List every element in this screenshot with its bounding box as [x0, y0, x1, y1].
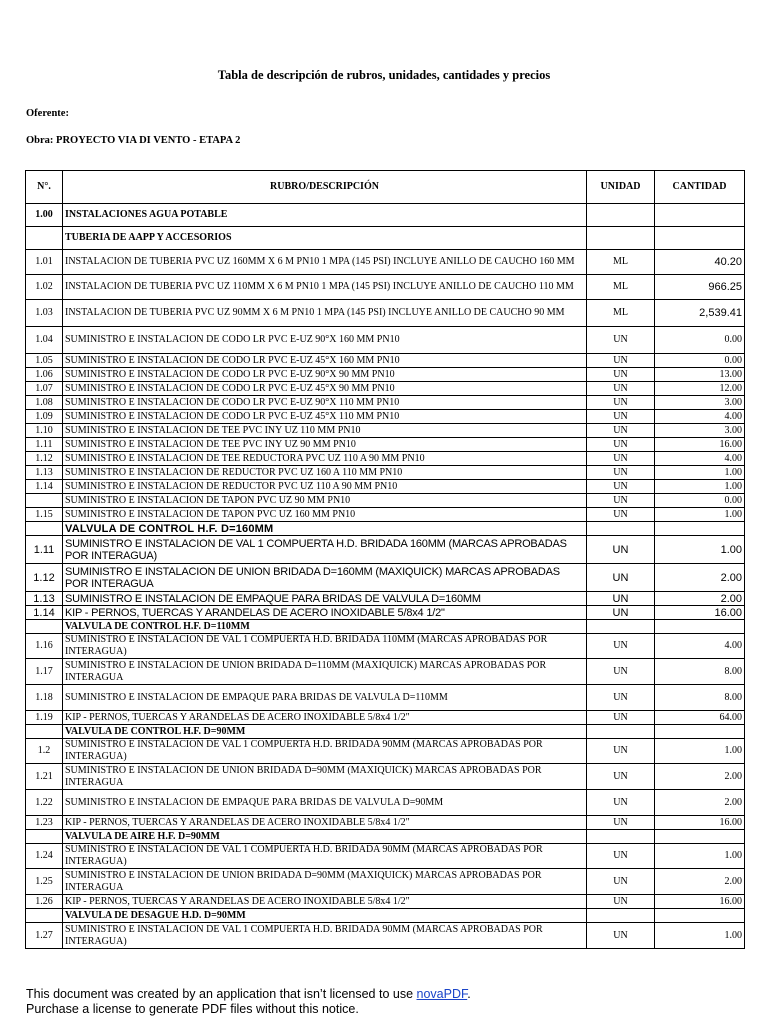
cell-unit: UN: [587, 606, 655, 620]
cell-description: SUMINISTRO E INSTALACION DE EMPAQUE PARA BRIDAS DE VALVULA D=110MM: [63, 685, 587, 711]
cell-quantity: 0.00: [655, 494, 745, 508]
table-row: [26, 725, 745, 739]
cell-number: 1.11: [26, 536, 63, 564]
table-row: [26, 227, 745, 250]
header-unit: UNIDAD: [587, 171, 655, 204]
cell-unit: UN: [587, 923, 655, 949]
table-row: [26, 438, 745, 452]
cell-number: 1.04: [26, 327, 63, 354]
cell-quantity: 1.00: [655, 739, 745, 764]
table-row: [26, 354, 745, 368]
cell-unit: UN: [587, 480, 655, 494]
cell-quantity: 4.00: [655, 410, 745, 424]
cell-number: [26, 227, 63, 250]
cell-unit: [587, 204, 655, 227]
cell-unit: ML: [587, 300, 655, 327]
cell-quantity: 1.00: [655, 466, 745, 480]
cell-quantity: 2,539.41: [655, 300, 745, 327]
table-row: [26, 895, 745, 909]
novapdf-link[interactable]: novaPDF: [416, 987, 468, 1001]
cell-quantity: 4.00: [655, 634, 745, 659]
cell-description: VALVULA DE CONTROL H.F. D=90MM: [63, 725, 587, 739]
cell-description: SUMINISTRO E INSTALACION DE TEE PVC INY UZ 110 MM PN10: [63, 424, 587, 438]
cell-quantity: 3.00: [655, 424, 745, 438]
cell-number: 1.01: [26, 250, 63, 275]
table-row: [26, 452, 745, 466]
cell-description: KIP - PERNOS, TUERCAS Y ARANDELAS DE ACERO INOXIDABLE 5/8x4 1/2": [63, 711, 587, 725]
table-row: [26, 275, 745, 300]
cell-number: 1.13: [26, 592, 63, 606]
cell-description: SUMINISTRO E INSTALACION DE TAPON PVC UZ 90 MM PN10: [63, 494, 587, 508]
cell-quantity: 1.00: [655, 923, 745, 949]
cell-number: [26, 494, 63, 508]
table-row: [26, 606, 745, 620]
notice-prefix: This document was created by an application that isn’t licensed to use: [26, 987, 417, 1001]
table-row: [26, 592, 745, 606]
notice-line-1: [26, 987, 471, 1002]
rubros-table: [25, 170, 745, 949]
cell-description: SUMINISTRO E INSTALACION DE CODO LR PVC E-UZ 90°X 160 MM PN10: [63, 327, 587, 354]
cell-unit: UN: [587, 816, 655, 830]
cell-description: TUBERIA DE AAPP Y ACCESORIOS: [63, 227, 587, 250]
cell-number: 1.11: [26, 438, 63, 452]
cell-quantity: 8.00: [655, 685, 745, 711]
cell-unit: UN: [587, 844, 655, 869]
oferente-label: Oferente:: [26, 108, 69, 119]
cell-quantity: 12.00: [655, 382, 745, 396]
cell-unit: UN: [587, 711, 655, 725]
cell-quantity: 16.00: [655, 895, 745, 909]
cell-unit: UN: [587, 659, 655, 685]
table-row: [26, 923, 745, 949]
header-quantity: CANTIDAD: [655, 171, 745, 204]
cell-unit: UN: [587, 410, 655, 424]
table-body: [26, 204, 745, 949]
cell-quantity: 2.00: [655, 564, 745, 592]
table-row: [26, 634, 745, 659]
cell-description: SUMINISTRO E INSTALACION DE VAL 1 COMPUERTA H.D. BRIDADA 110MM (MARCAS APROBADAS POR INTERAGUA): [63, 634, 587, 659]
cell-number: 1.10: [26, 424, 63, 438]
cell-number: 1.25: [26, 869, 63, 895]
obra-label: Obra: PROYECTO VIA DI VENTO - ETAPA 2: [26, 135, 241, 146]
table-row: [26, 620, 745, 634]
cell-number: 1.15: [26, 508, 63, 522]
cell-unit: UN: [587, 790, 655, 816]
cell-description: SUMINISTRO E INSTALACION DE CODO LR PVC E-UZ 45°X 90 MM PN10: [63, 382, 587, 396]
cell-number: [26, 830, 63, 844]
cell-number: 1.07: [26, 382, 63, 396]
cell-quantity: [655, 522, 745, 536]
cell-number: 1.12: [26, 452, 63, 466]
cell-number: 1.14: [26, 480, 63, 494]
cell-quantity: 1.00: [655, 844, 745, 869]
cell-description: SUMINISTRO E INSTALACION DE EMPAQUE PARA BRIDAS DE VALVULA D=90MM: [63, 790, 587, 816]
table-row: [26, 494, 745, 508]
cell-number: 1.05: [26, 354, 63, 368]
table-row: [26, 250, 745, 275]
cell-number: 1.26: [26, 895, 63, 909]
cell-quantity: 2.00: [655, 764, 745, 790]
cell-unit: [587, 909, 655, 923]
cell-unit: ML: [587, 250, 655, 275]
cell-number: 1.14: [26, 606, 63, 620]
cell-unit: UN: [587, 869, 655, 895]
table-row: [26, 830, 745, 844]
table-row: [26, 816, 745, 830]
table-row: [26, 424, 745, 438]
cell-quantity: [655, 620, 745, 634]
table-row: [26, 368, 745, 382]
cell-description: SUMINISTRO E INSTALACION DE VAL 1 COMPUERTA H.D. BRIDADA 90MM (MARCAS APROBADAS POR INTERAGUA): [63, 923, 587, 949]
cell-unit: UN: [587, 739, 655, 764]
cell-quantity: 1.00: [655, 508, 745, 522]
table-row: [26, 522, 745, 536]
cell-number: 1.19: [26, 711, 63, 725]
license-notice: [26, 987, 471, 1017]
table-row: [26, 869, 745, 895]
table-row: [26, 300, 745, 327]
cell-description: SUMINISTRO E INSTALACION DE CODO LR PVC E-UZ 90°X 110 MM PN10: [63, 396, 587, 410]
table-row: [26, 327, 745, 354]
cell-description: KIP - PERNOS, TUERCAS Y ARANDELAS DE ACERO INOXIDABLE 5/8x4 1/2": [63, 816, 587, 830]
cell-unit: UN: [587, 466, 655, 480]
cell-description: SUMINISTRO E INSTALACION DE CODO LR PVC E-UZ 45°X 110 MM PN10: [63, 410, 587, 424]
cell-description: KIP - PERNOS, TUERCAS Y ARANDELAS DE ACERO INOXIDABLE 5/8x4 1/2": [63, 606, 587, 620]
cell-unit: UN: [587, 685, 655, 711]
cell-quantity: 3.00: [655, 396, 745, 410]
cell-description: SUMINISTRO E INSTALACION DE REDUCTOR PVC UZ 110 A 90 MM PN10: [63, 480, 587, 494]
table-row: [26, 536, 745, 564]
cell-description: VALVULA DE AIRE H.F. D=90MM: [63, 830, 587, 844]
cell-description: SUMINISTRO E INSTALACION DE CODO LR PVC E-UZ 90°X 90 MM PN10: [63, 368, 587, 382]
cell-quantity: [655, 227, 745, 250]
table-row: [26, 659, 745, 685]
cell-unit: UN: [587, 895, 655, 909]
cell-number: 1.13: [26, 466, 63, 480]
cell-description: VALVULA DE CONTROL H.F. D=110MM: [63, 620, 587, 634]
cell-number: 1.06: [26, 368, 63, 382]
cell-number: 1.2: [26, 739, 63, 764]
cell-number: 1.18: [26, 685, 63, 711]
cell-unit: UN: [587, 564, 655, 592]
cell-description: SUMINISTRO E INSTALACION DE REDUCTOR PVC UZ 160 A 110 MM PN10: [63, 466, 587, 480]
cell-number: 1.23: [26, 816, 63, 830]
cell-number: 1.21: [26, 764, 63, 790]
cell-number: 1.16: [26, 634, 63, 659]
cell-unit: [587, 830, 655, 844]
cell-quantity: 8.00: [655, 659, 745, 685]
cell-unit: UN: [587, 327, 655, 354]
cell-number: 1.27: [26, 923, 63, 949]
cell-quantity: 0.00: [655, 327, 745, 354]
cell-quantity: 13.00: [655, 368, 745, 382]
cell-number: 1.08: [26, 396, 63, 410]
table-row: [26, 204, 745, 227]
cell-quantity: [655, 725, 745, 739]
cell-description: SUMINISTRO E INSTALACION DE VAL 1 COMPUERTA H.D. BRIDADA 160MM (MARCAS APROBADAS POR INTERAGUA): [63, 536, 587, 564]
cell-description: SUMINISTRO E INSTALACION DE UNION BRIDADA D=90MM (MAXIQUICK) MARCAS APROBADAS POR INTERAGUA: [63, 869, 587, 895]
cell-quantity: 966.25: [655, 275, 745, 300]
table-row: [26, 480, 745, 494]
cell-description: VALVULA DE CONTROL H.F. D=160MM: [63, 522, 587, 536]
cell-unit: UN: [587, 354, 655, 368]
header-number: N°.: [26, 171, 63, 204]
cell-unit: [587, 620, 655, 634]
cell-description: INSTALACION DE TUBERIA PVC UZ 160MM X 6 M PN10 1 MPA (145 PSI) INCLUYE ANILLO DE CAUCHO 160 MM: [63, 250, 587, 275]
cell-number: 1.03: [26, 300, 63, 327]
cell-description: SUMINISTRO E INSTALACION DE UNION BRIDADA D=110MM (MAXIQUICK) MARCAS APROBADAS POR INTERAGUA: [63, 659, 587, 685]
cell-description: SUMINISTRO E INSTALACION DE VAL 1 COMPUERTA H.D. BRIDADA 90MM (MARCAS APROBADAS POR INTERAGUA): [63, 739, 587, 764]
cell-quantity: 2.00: [655, 869, 745, 895]
cell-unit: UN: [587, 508, 655, 522]
cell-description: INSTALACIONES AGUA POTABLE: [63, 204, 587, 227]
cell-unit: UN: [587, 634, 655, 659]
cell-unit: UN: [587, 592, 655, 606]
table-row: [26, 711, 745, 725]
table-row: [26, 739, 745, 764]
cell-description: SUMINISTRO E INSTALACION DE UNION BRIDADA D=160MM (MAXIQUICK) MARCAS APROBADAS POR INTERAGUA: [63, 564, 587, 592]
cell-unit: UN: [587, 536, 655, 564]
cell-number: 1.17: [26, 659, 63, 685]
cell-quantity: 40.20: [655, 250, 745, 275]
table-row: [26, 685, 745, 711]
table-row: [26, 396, 745, 410]
cell-quantity: [655, 830, 745, 844]
notice-line-2: Purchase a license to generate PDF files without this notice.: [26, 1002, 359, 1016]
cell-description: KIP - PERNOS, TUERCAS Y ARANDELAS DE ACERO INOXIDABLE 5/8x4 1/2": [63, 895, 587, 909]
header-description: RUBRO/DESCRIPCIÓN: [63, 171, 587, 204]
table-row: [26, 382, 745, 396]
cell-number: 1.02: [26, 275, 63, 300]
cell-quantity: 2.00: [655, 790, 745, 816]
cell-unit: [587, 227, 655, 250]
cell-quantity: 0.00: [655, 354, 745, 368]
cell-unit: [587, 522, 655, 536]
cell-description: SUMINISTRO E INSTALACION DE TEE PVC INY UZ 90 MM PN10: [63, 438, 587, 452]
cell-unit: UN: [587, 438, 655, 452]
cell-quantity: 64.00: [655, 711, 745, 725]
cell-number: [26, 725, 63, 739]
cell-description: INSTALACION DE TUBERIA PVC UZ 90MM X 6 M PN10 1 MPA (145 PSI) INCLUYE ANILLO DE CAUCHO 90 MM: [63, 300, 587, 327]
cell-unit: UN: [587, 368, 655, 382]
cell-quantity: 16.00: [655, 606, 745, 620]
cell-quantity: [655, 204, 745, 227]
cell-unit: ML: [587, 275, 655, 300]
cell-number: 1.09: [26, 410, 63, 424]
cell-number: [26, 522, 63, 536]
cell-description: SUMINISTRO E INSTALACION DE TEE REDUCTORA PVC UZ 110 A 90 MM PN10: [63, 452, 587, 466]
cell-number: 1.12: [26, 564, 63, 592]
table-row: [26, 466, 745, 480]
cell-description: INSTALACION DE TUBERIA PVC UZ 110MM X 6 M PN10 1 MPA (145 PSI) INCLUYE ANILLO DE CAUCHO 110 MM: [63, 275, 587, 300]
cell-unit: UN: [587, 764, 655, 790]
table-row: [26, 764, 745, 790]
cell-quantity: 2.00: [655, 592, 745, 606]
cell-quantity: 16.00: [655, 438, 745, 452]
cell-unit: UN: [587, 396, 655, 410]
table-row: [26, 410, 745, 424]
cell-quantity: 1.00: [655, 480, 745, 494]
table-row: [26, 508, 745, 522]
cell-description: SUMINISTRO E INSTALACION DE CODO LR PVC E-UZ 45°X 160 MM PN10: [63, 354, 587, 368]
cell-number: 1.00: [26, 204, 63, 227]
cell-number: [26, 620, 63, 634]
cell-unit: [587, 725, 655, 739]
cell-description: VALVULA DE DESAGUE H.D. D=90MM: [63, 909, 587, 923]
cell-description: SUMINISTRO E INSTALACION DE VAL 1 COMPUERTA H.D. BRIDADA 90MM (MARCAS APROBADAS POR INTERAGUA): [63, 844, 587, 869]
cell-number: [26, 909, 63, 923]
table-row: [26, 790, 745, 816]
document-title: Tabla de descripción de rubros, unidades, cantidades y precios: [217, 68, 551, 82]
cell-unit: UN: [587, 494, 655, 508]
cell-quantity: 4.00: [655, 452, 745, 466]
cell-quantity: 16.00: [655, 816, 745, 830]
cell-unit: UN: [587, 452, 655, 466]
cell-description: SUMINISTRO E INSTALACION DE TAPON PVC UZ 160 MM PN10: [63, 508, 587, 522]
cell-number: 1.22: [26, 790, 63, 816]
cell-unit: UN: [587, 382, 655, 396]
table-row: [26, 564, 745, 592]
cell-unit: UN: [587, 424, 655, 438]
cell-number: 1.24: [26, 844, 63, 869]
table-row: [26, 844, 745, 869]
cell-quantity: [655, 909, 745, 923]
cell-quantity: 1.00: [655, 536, 745, 564]
cell-description: SUMINISTRO E INSTALACION DE EMPAQUE PARA BRIDAS DE VALVULA D=160MM: [63, 592, 587, 606]
cell-description: SUMINISTRO E INSTALACION DE UNION BRIDADA D=90MM (MAXIQUICK) MARCAS APROBADAS POR INTERAGUA: [63, 764, 587, 790]
notice-suffix: .: [467, 987, 471, 1001]
table-header-row: [26, 171, 745, 204]
table-row: [26, 909, 745, 923]
